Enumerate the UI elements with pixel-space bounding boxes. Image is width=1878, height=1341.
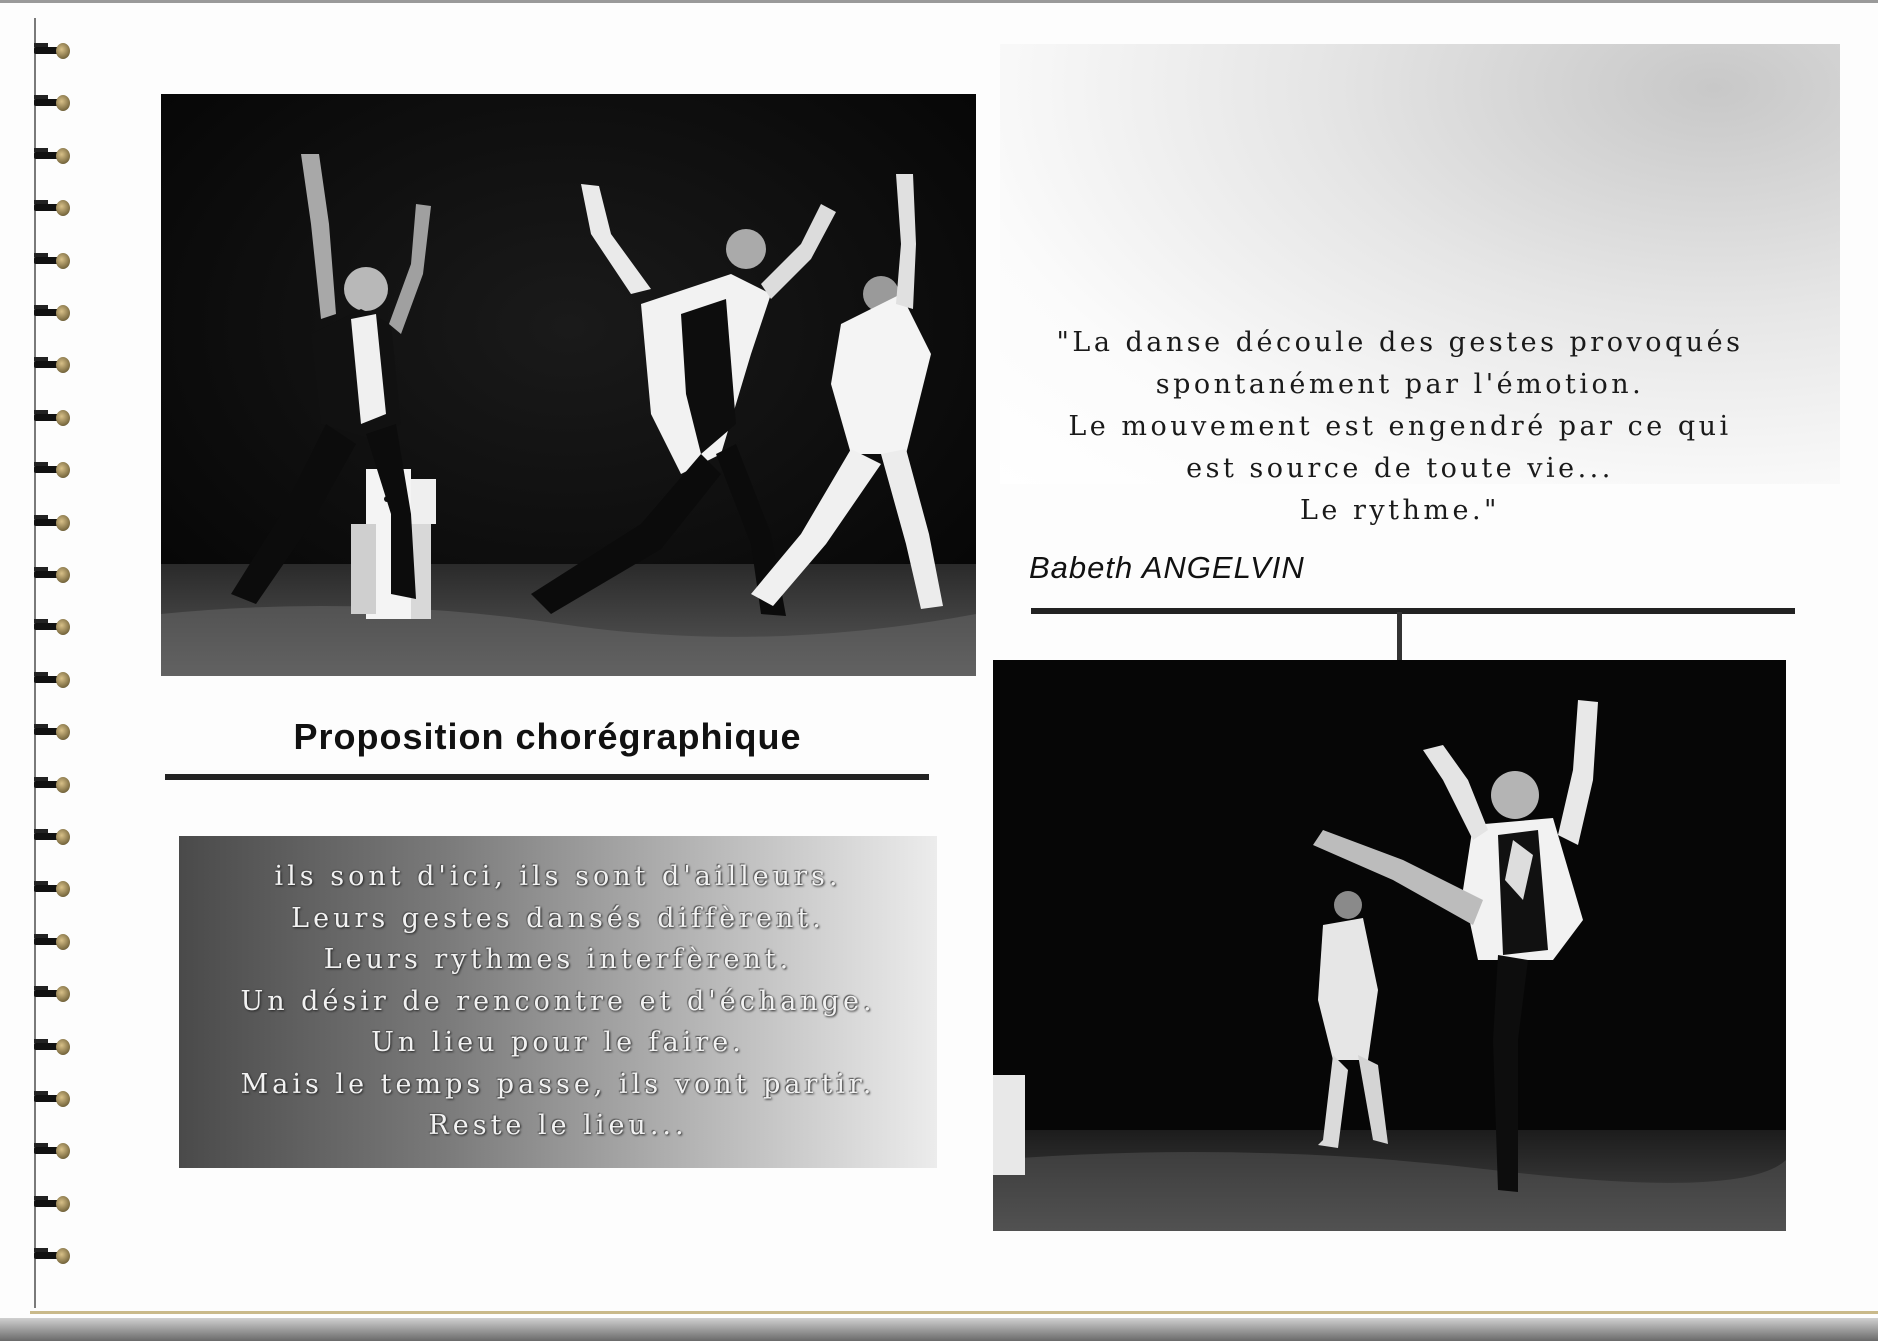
poem-line: Mais le temps passe, ils vont partir.: [240, 1068, 876, 1100]
poem-line: ils sont d'ici, ils sont d'ailleurs.: [274, 861, 842, 892]
scan-border-bottom: [0, 1318, 1878, 1341]
photo-two-dancers: [993, 660, 1786, 1231]
binding-ring: [30, 983, 76, 1005]
binding-ring: [30, 512, 76, 534]
binding-ring: [30, 197, 76, 219]
quote-divider: [1031, 608, 1795, 614]
quote-line: spontanément par l'émotion.: [1155, 369, 1645, 400]
binding-ring: [30, 250, 76, 272]
poem-text: [179, 856, 937, 1147]
binding-ring: [30, 40, 76, 62]
binding-ring: [30, 302, 76, 324]
binding-ring: [30, 145, 76, 167]
binding-ring: [30, 774, 76, 796]
spiral-binding: [30, 40, 80, 1280]
quote-line: est source de toute vie...: [1186, 453, 1614, 484]
section-title: Proposition chorégraphique: [293, 716, 802, 757]
two-dancers-photo-icon: [993, 660, 1786, 1231]
quote-author: Babeth ANGELVIN: [1029, 550, 1305, 585]
binding-ring: [30, 1140, 76, 1162]
poem-line: Leurs gestes dansés diffèrent.: [291, 902, 825, 934]
photo-three-dancers: [161, 94, 976, 676]
binding-ring: [30, 1193, 76, 1215]
binding-ring: [30, 669, 76, 691]
binding-ring: [30, 407, 76, 429]
binding-ring: [30, 931, 76, 953]
poem-line: Reste le lieu...: [428, 1110, 688, 1141]
quote-line: "La danse découle des gestes provoqués: [1056, 327, 1744, 358]
poem-line: Un lieu pour le faire.: [371, 1027, 745, 1058]
binding-ring: [30, 354, 76, 376]
page-bottom-edge: [30, 1311, 1878, 1314]
binding-ring: [30, 92, 76, 114]
binding-ring: [30, 1036, 76, 1058]
binding-ring: [30, 878, 76, 900]
title-divider: [165, 774, 929, 780]
poem-box: [179, 836, 937, 1168]
quote-line: Le rythme.": [1300, 495, 1500, 526]
quote-text: [1010, 322, 1790, 532]
binding-ring: [30, 564, 76, 586]
poem-line: Leurs rythmes interfèrent.: [323, 944, 793, 975]
binding-ring: [30, 459, 76, 481]
divider-stem: [1397, 612, 1402, 662]
three-dancers-photo-icon: [161, 94, 976, 676]
binding-ring: [30, 826, 76, 848]
quote-line: Le mouvement est engendré par ce qui: [1068, 411, 1732, 442]
binding-ring: [30, 1088, 76, 1110]
poem-line: Un désir de rencontre et d'échange.: [240, 985, 876, 1017]
binding-ring: [30, 616, 76, 638]
binding-ring: [30, 1245, 76, 1267]
scan-border-top: [0, 0, 1878, 3]
binding-ring: [30, 721, 76, 743]
